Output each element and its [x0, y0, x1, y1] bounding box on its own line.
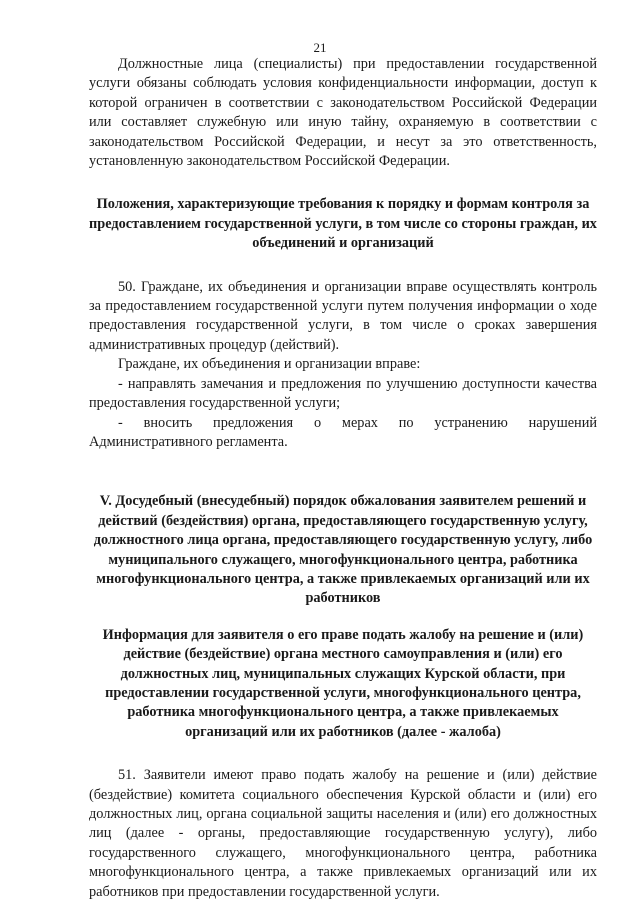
paragraph-50-rights: Граждане, их объединения и организации вправе: [118, 356, 421, 373]
paragraph-confidentiality: Должностные лица (специалисты) при предоставлении государственной услуги обязаны соблюдать условия конфиденциальности информации, доступ к которой ограничен в соответствии с законодательством Российской Федерации или составляет служебную или иную тайну, охраняемую в соответствии с законодательством Российской Федерации, и несут за это ответственность, установленную законодательством Российской Федерации. [89, 56, 597, 170]
document-body [89, 55, 597, 902]
paragraph-50: 50. Граждане, их объединения и организации вправе осуществлять контроль за предоставлением государственной услуги путем получения информации о ходе предоставления государственной услуги, в том числе о сроках завершения административных процедур (действий). [89, 278, 597, 353]
heading-complaint-information: Информация для заявителя о его праве подать жалобу на решение и (или) действие (бездействие) органа местного самоуправления и (или) его должностных лиц, муниципальных служащих Курской области, при предоставлении государственной услуги, многофункционального центра, работника многофункционального центра, а также привлекаемых организаций или их работников (далее - жалоба) [102, 626, 584, 740]
list-item: - вносить предложения о мерах по устранению нарушений Административного регламента. [89, 414, 597, 450]
section-51 [89, 766, 597, 902]
heading-section-v: V. Досудебный (внесудебный) порядок обжалования заявителем решений и действий (бездействия) органа, предоставляющего государственную услугу, должностного лица органа, предоставляющего государственную услугу, либо муниципального служащего, многофункционального центра, работника многофункционального центра, а также привлекаемых организаций или их работников [93, 493, 593, 607]
paragraph-51: 51. Заявители имеют право подать жалобу на решение и (или) действие (бездействие) комитета социального обеспечения Курской области и (или) его должностных лиц, органа социальной защиты населения и (или) его должностных лиц (далее - органы, предоставляющие государственную услугу), либо государственного служащего, многофункционального центра, работника многофункционального центра, а также привлекаемых организаций или их работников при предоставлении государственной услуги. [89, 767, 597, 900]
list-item: - направлять замечания и предложения по улучшению доступности качества предоставления государственной услуги; [89, 375, 597, 412]
section-50 [89, 278, 597, 453]
heading-control-requirements: Положения, характеризующие требования к порядку и формам контроля за предоставлением государственной услуги, в том числе со стороны граждан, их объединений и организаций [89, 196, 597, 252]
page-number: 21 [313, 40, 327, 55]
